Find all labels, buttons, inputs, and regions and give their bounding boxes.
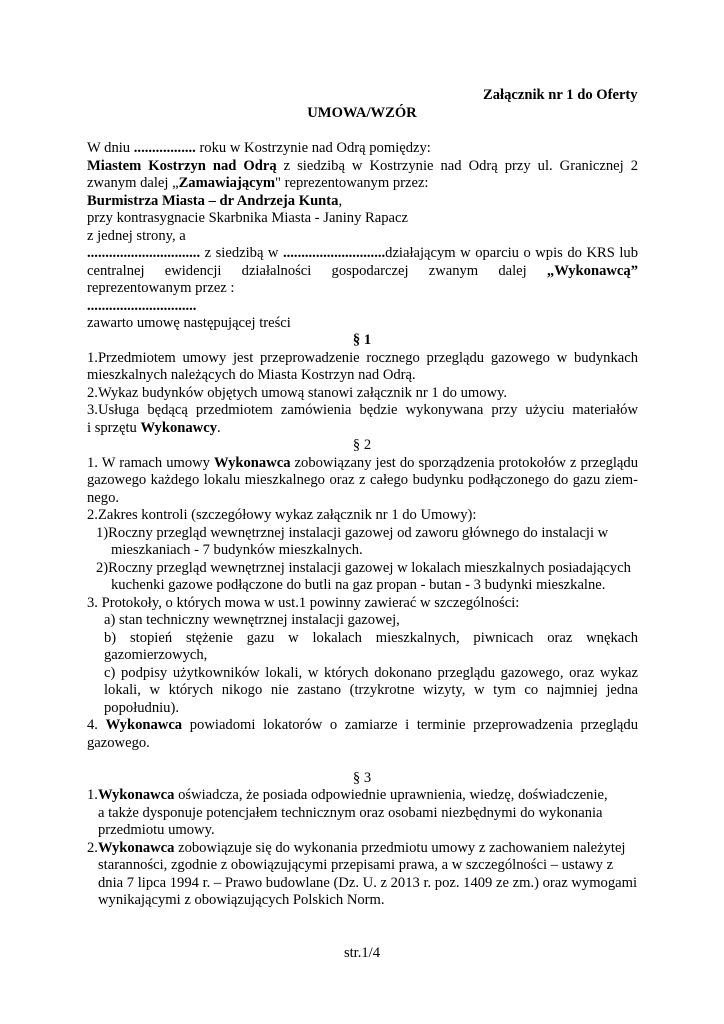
intro-line: Burmistrza Miasta – dr Andrzeja Kunta, <box>87 193 343 209</box>
section-heading: § 3 <box>352 770 372 786</box>
paragraph-line: 1.Wykonawca oświadcza, że posiada odpowiednie uprawnienia, wiedzę, doświadczenie, <box>87 787 608 803</box>
paragraph-line: 1. W ramach umowy Wykonawca zobowiązany jest do sporządzenia protokołów z przeglądu <box>87 455 638 471</box>
paragraph-line: 1.Przedmiotem umowy jest przeprowadzenie rocznego przeglądu gazowego w budynkach <box>87 350 638 366</box>
paragraph-line: i sprzętu Wykonawcy. <box>87 420 221 436</box>
paragraph-line: 2.Wykaz budynków objętych umową stanowi załącznik nr 1 do umowy. <box>87 385 508 401</box>
intro-line: zawarto umowę następującej treści <box>87 315 291 331</box>
section-heading: § 2 <box>352 437 372 453</box>
intro-line: reprezentowanym przez : <box>87 280 235 296</box>
list-item: a) stan techniczny wewnętrznej instalacji gazowej, <box>104 612 400 628</box>
paragraph-line: staranności, zgodnie z obowiązującymi przepisami prawa, a w szczególności – ustawy z <box>98 857 614 873</box>
list-item: c) podpisy użytkowników lokali, w których dokonano przeglądu gazowego, oraz wykaz <box>104 665 638 681</box>
paragraph-line: gazowego. <box>87 735 150 751</box>
intro-line: ............................... z siedzibą w ............................działającym w oparciu o wpis do KRS lub <box>87 245 638 261</box>
intro-line: z jednej strony, a <box>87 228 186 244</box>
list-item: mieszkaniach - 7 budynków mieszkalnych. <box>111 542 363 558</box>
paragraph-line: 2.Wykonawca zobowiązuje się do wykonania przedmiotu umowy z zachowaniem należytej <box>87 840 626 856</box>
intro-line: W dniu ................. roku w Kostrzynie nad Odrą pomiędzy: <box>87 140 431 156</box>
intro-line: przy kontrasygnacie Skarbnika Miasta - Janiny Rapacz <box>87 210 408 226</box>
paragraph-line: 2.Zakres kontroli (szczegółowy wykaz załącznik nr 1 do Umowy): <box>87 507 477 523</box>
paragraph-line: mieszkalnych należących do Miasta Kostrzyn nad Odrą. <box>87 367 416 383</box>
list-item: 1)Roczny przegląd wewnętrznej instalacji gazowej od zaworu głównego do instalacji w <box>96 525 609 541</box>
document-title: UMOWA/WZÓR <box>307 105 417 121</box>
paragraph-line: wynikającymi z obowiązujących Polskich Norm. <box>98 892 385 908</box>
intro-line: zwanym dalej „Zamawiającym" reprezentowanym przez: <box>87 175 429 191</box>
paragraph-line: dnia 7 lipca 1994 r. – Prawo budowlane (Dz. U. z 2013 r. poz. 1409 ze zm.) oraz wymogami <box>98 875 638 891</box>
page-number: str.1/4 <box>343 945 381 961</box>
intro-line: centralnej ewidencji działalności gospodarczej zwanym dalej „Wykonawcą” <box>87 263 638 279</box>
list-item: 2)Roczny przegląd wewnętrznej instalacji gazowej w lokalach mieszkalnych posiadających <box>96 560 631 576</box>
list-item: kuchenki gazowe podłączone do butli na gaz propan - butan - 3 budynki mieszkalne. <box>111 577 606 593</box>
paragraph-line: 3. Protokoły, o których mowa w ust.1 powinny zawierać w szczególności: <box>87 595 520 611</box>
paragraph-line: 4. Wykonawca powiadomi lokatorów o zamiarze i terminie przeprowadzenia przeglądu <box>87 717 639 733</box>
list-item: b) stopień stężenie gazu w lokalach mieszkalnych, piwnicach oraz wnękach <box>104 630 638 646</box>
paragraph-line: a także dysponuje potencjałem technicznym oraz osobami niezbędnymi do wykonania <box>98 805 603 821</box>
intro-line: .............................. <box>87 298 197 314</box>
list-item: lokali, w których nikogo nie zastano (trzykrotne wizyty, w tym co najmniej jedna <box>104 682 638 698</box>
paragraph-line: 3.Usługa będącą przedmiotem zamówienia będzie wykonywana przy użyciu materiałów <box>87 402 638 418</box>
list-item: popołudniu). <box>104 700 179 716</box>
paragraph-line: gazowego każdego lokalu mieszkalnego oraz z całego budynku podłączonego do gazu ziem- <box>87 472 638 488</box>
section-heading: § 1 <box>352 332 372 348</box>
paragraph-line: nego. <box>87 490 120 506</box>
list-item: gazomierzowych, <box>104 647 208 663</box>
paragraph-line: przedmiotu umowy. <box>98 822 215 838</box>
attachment-label: Załącznik nr 1 do Oferty <box>483 87 638 103</box>
intro-line: Miastem Kostrzyn nad Odrą z siedzibą w Kostrzynie nad Odrą przy ul. Granicznej 2 <box>87 158 638 174</box>
